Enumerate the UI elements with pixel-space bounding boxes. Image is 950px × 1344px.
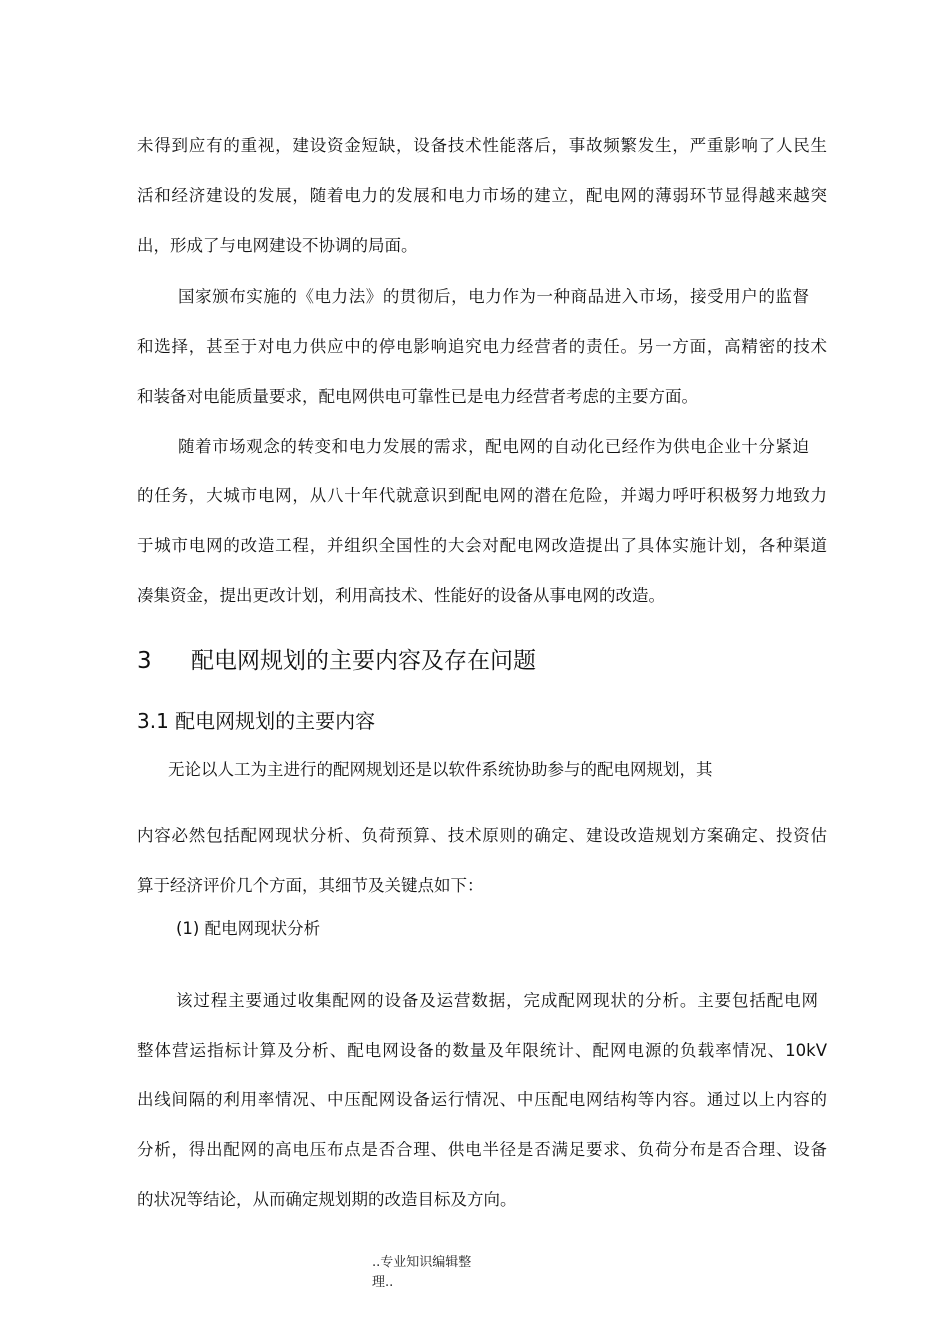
footer-line: ..专业知识编辑整 bbox=[372, 1255, 472, 1270]
footer-line: 理.. bbox=[372, 1275, 394, 1290]
paragraph-line: 随着市场观念的转变和电力发展的需求，配电网的自动化已经作为供电企业十分紧迫 bbox=[178, 437, 809, 456]
paragraph-line: 国家颁布实施的《电力法》的贯彻后，电力作为一种商品进入市场，接受用户的监督 bbox=[178, 287, 809, 306]
paragraph-line: 该过程主要通过收集配网的设备及运营数据，完成配网现状的分析。主要包括配电网 bbox=[176, 991, 818, 1010]
paragraph-line: 活和经济建设的发展，随着电力的发展和电力市场的建立，配电网的薄弱环节显得越来越突 bbox=[137, 186, 827, 205]
section-heading bbox=[137, 646, 536, 676]
section-title: 配电网规划的主要内容及存在问题 bbox=[191, 648, 536, 674]
paragraph-line: 整体营运指标计算及分析、配电网设备的数量及年限统计、配网电源的负载率情况、10kV bbox=[137, 1041, 827, 1060]
paragraph-line: 凑集资金，提出更改计划，利用高技术、性能好的设备从事电网的改造。 bbox=[137, 586, 665, 605]
paragraph-line: 算于经济评价几个方面，其细节及关键点如下： bbox=[137, 876, 484, 895]
list-item-heading: (1) 配电网现状分析 bbox=[176, 919, 321, 938]
paragraph-line: 的状况等结论，从而确定规划期的改造目标及方向。 bbox=[137, 1190, 517, 1209]
paragraph-line: 的任务，大城市电网，从八十年代就意识到配电网的潜在危险，并竭力呼吁积极努力地致力 bbox=[137, 486, 827, 505]
paragraph-line: 无论以人工为主进行的配网规划还是以软件系统协助参与的配电网规划，其 bbox=[168, 760, 713, 779]
paragraph-line: 出，形成了与电网建设不协调的局面。 bbox=[137, 236, 418, 255]
paragraph-line: 未得到应有的重视，建设资金短缺，设备技术性能落后，事故频繁发生，严重影响了人民生 bbox=[137, 136, 827, 155]
paragraph-line: 内容必然包括配网现状分析、负荷预算、技术原则的确定、建设改造规划方案确定、投资估 bbox=[137, 826, 827, 845]
paragraph-line: 分析，得出配网的高电压布点是否合理、供电半径是否满足要求、负荷分布是否合理、设备 bbox=[137, 1140, 827, 1159]
paragraph-line: 出线间隔的利用率情况、中压配网设备运行情况、中压配电网结构等内容。通过以上内容的 bbox=[137, 1090, 827, 1109]
paragraph-line: 于城市电网的改造工程，并组织全国性的大会对配电网改造提出了具体实施计划，各种渠道 bbox=[137, 536, 827, 555]
paragraph-line: 和装备对电能质量要求，配电网供电可靠性已是电力经营者考虑的主要方面。 bbox=[137, 387, 698, 406]
section-number: 3 bbox=[137, 648, 152, 674]
paragraph-line: 和选择，甚至于对电力供应中的停电影响追究电力经营者的责任。另一方面，高精密的技术 bbox=[137, 337, 827, 356]
page-footer bbox=[372, 1253, 492, 1293]
subsection-heading: 3.1 配电网规划的主要内容 bbox=[137, 709, 376, 733]
